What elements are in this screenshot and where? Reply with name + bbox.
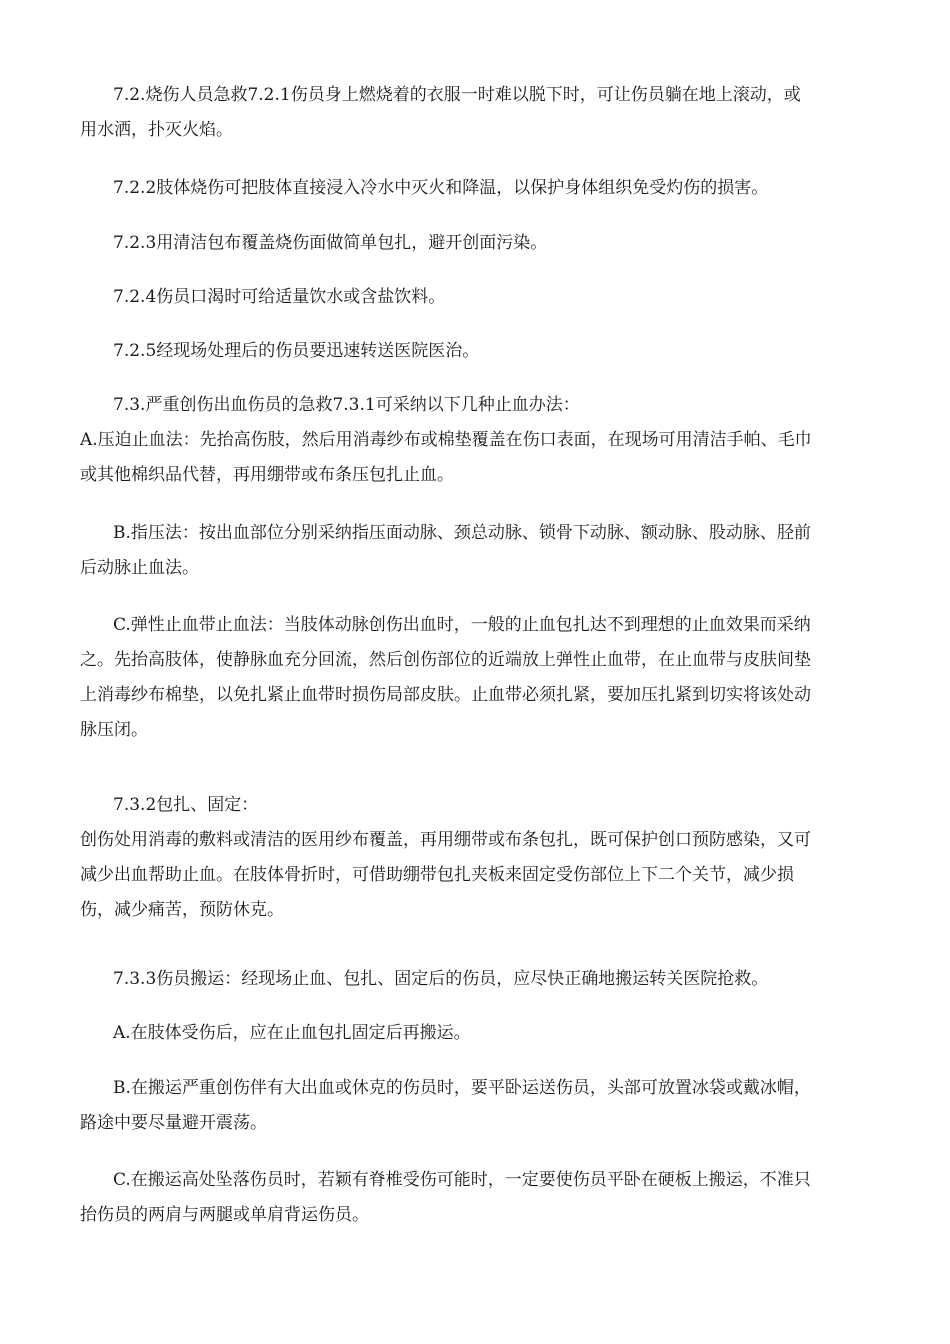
text-line: 路途中要尽量避开震荡。 bbox=[80, 1113, 267, 1133]
paragraph-7-3-1 bbox=[80, 388, 905, 423]
text-line: 7.2.烧伤人员急救7.2.1伤员身上燃烧着的衣服一时难以脱下时，可让伤员躺在地上滚动，或 bbox=[113, 85, 801, 105]
text-line: 7.2.3用清洁包布覆盖烧伤面做简单包扎，避开创面污染。 bbox=[113, 233, 548, 253]
text-line: 7.3.2包扎、固定： bbox=[113, 795, 259, 815]
paragraph-bandage-fixation bbox=[80, 823, 872, 928]
paragraph-7-3-3 bbox=[80, 962, 905, 997]
paragraph-b-finger-pressure bbox=[80, 516, 905, 586]
text-line: A.在肢体受伤后，应在止血包扎固定后再搬运。 bbox=[113, 1023, 471, 1043]
paragraph-7-2-1 bbox=[80, 78, 905, 148]
text-line: 或其他棉织品代替，再用绷带或布条压包扎止血。 bbox=[80, 465, 454, 485]
text-line: 7.3.3伤员搬运：经现场止血、包扎、固定后的伤员，应尽快正确地搬运转关医院抢救。 bbox=[113, 969, 769, 989]
paragraph-a-compression bbox=[80, 423, 872, 493]
paragraph-7-3-2 bbox=[80, 788, 905, 823]
text-line: 后动脉止血法。 bbox=[80, 558, 199, 578]
text-line: 伤，减少痛苦，预防休克。 bbox=[80, 900, 284, 920]
paragraph-7-2-4 bbox=[80, 280, 905, 315]
text-line: B.在搬运严重创伤伴有大出血或休克的伤员时，要平卧运送伤员，头部可放置冰袋或戴冰帽， bbox=[113, 1078, 811, 1098]
text-line: 7.2.5经现场处理后的伤员要迅速转送医院医治。 bbox=[113, 341, 480, 361]
text-line: 7.2.4伤员口渴时可给适量饮水或含盐饮料。 bbox=[113, 287, 446, 307]
text-line: 上消毒纱布棉垫，以免扎紧止血带时损伤局部皮肤。止血带必须扎紧，要加压扎紧到切实将该处动 bbox=[80, 685, 811, 705]
text-line: C.弹性止血带止血法：当肢体动脉创伤出血时，一般的止血包扎达不到理想的止血效果而采纳 bbox=[113, 615, 811, 635]
text-line: 之。先抬高肢体，使静脉血充分回流，然后创伤部位的近端放上弹性止血带，在止血带与皮肤间垫 bbox=[80, 650, 811, 670]
paragraph-7-2-5 bbox=[80, 334, 905, 369]
text-line: 脉压闭。 bbox=[80, 720, 148, 740]
paragraph-7-2-2 bbox=[80, 171, 905, 206]
text-line: 创伤处用消毒的敷料或清洁的医用纱布覆盖，再用绷带或布条包扎，既可保护创口预防感染，又可 bbox=[80, 830, 811, 850]
text-line: C.在搬运高处坠落伤员时，若颖有脊椎受伤可能时，一定要使伤员平卧在硬板上搬运，不准只 bbox=[113, 1170, 811, 1190]
text-line: 抬伤员的两肩与两腿或单肩背运伤员。 bbox=[80, 1205, 369, 1225]
text-line: 7.2.2肢体烧伤可把肢体直接浸入冷水中灭火和降温，以保护身体组织免受灼伤的损害。 bbox=[113, 178, 769, 198]
paragraph-a-transport bbox=[80, 1016, 905, 1051]
text-line: 用水洒，扑灭火焰。 bbox=[80, 120, 233, 140]
paragraph-7-2-3 bbox=[80, 226, 905, 261]
text-line: B.指压法：按出血部位分别采纳指压面动脉、颈总动脉、锁骨下动脉、额动脉、股动脉、胫前 bbox=[113, 523, 811, 543]
paragraph-c-tourniquet bbox=[80, 608, 905, 748]
paragraph-b-transport bbox=[80, 1071, 905, 1141]
paragraph-c-transport bbox=[80, 1163, 905, 1233]
text-line: A.压迫止血法：先抬高伤肢，然后用消毒纱布或棉垫覆盖在伤口表面，在现场可用清洁手帕、毛巾 bbox=[80, 430, 812, 450]
text-line: 7.3.严重创伤出血伤员的急救7.3.1可采纳以下几种止血办法： bbox=[113, 395, 580, 415]
text-line: 减少出血帮助止血。在肢体骨折时，可借助绷带包扎夹板来固定受伤部位上下二个关节，减少损 bbox=[80, 865, 794, 885]
